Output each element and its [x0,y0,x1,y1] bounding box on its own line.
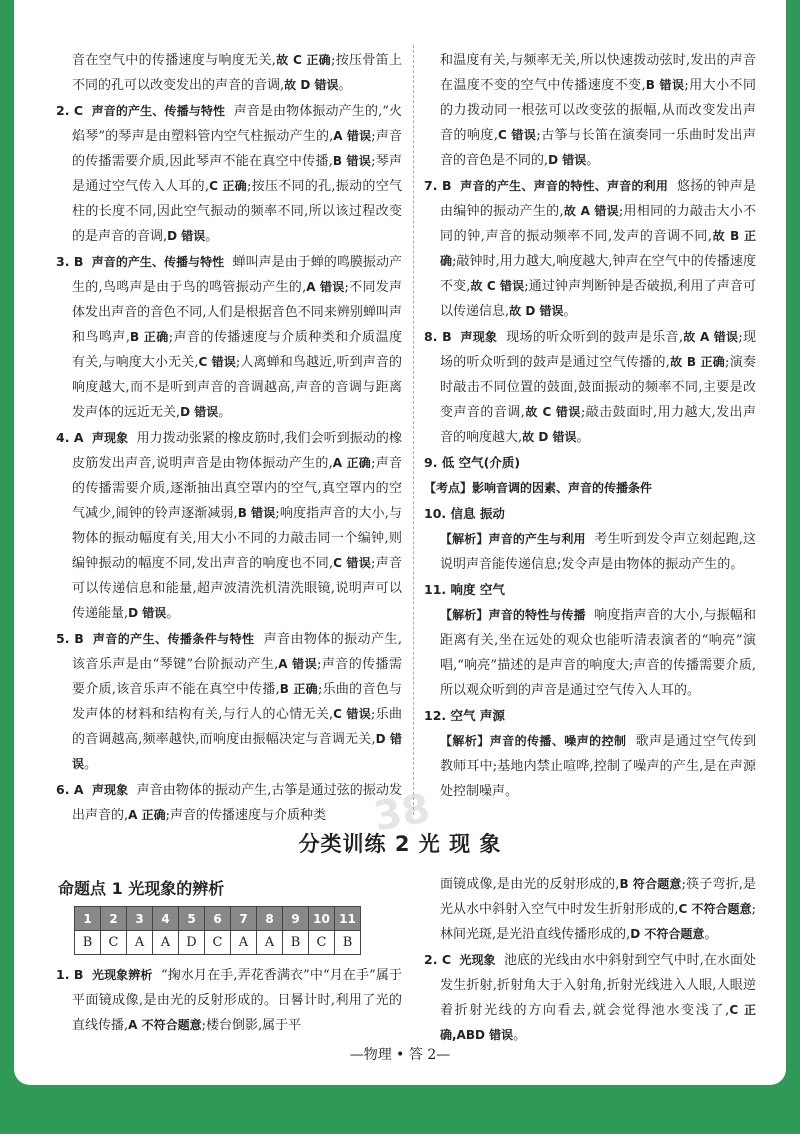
answer-item-10: 10. 信息 振动 [424,506,505,521]
table-cell: C [101,931,127,955]
answer-item-12-analysis: 【解析】声音的传播、噪声的控制 歌声是通过空气传到教师耳中;基地内禁止喧哗,控制了噪声的产生,是在声源处控制噪声。 [440,734,756,799]
right-column-bottom [424,872,756,1048]
answer-table [74,906,361,955]
table-cell: 10 [309,907,335,931]
table-cell: B [283,931,309,955]
answer-item-5: 5. B 声音的产生、传播条件与特性 声音由物体的振动产生,该音乐声是由“琴键”台阶振动产生,A 错误;声音的传播需要介质,该音乐声不能在真空中传播,B 正确;乐曲的音色与发声体的材料和结构有关,与行人的心情无关,C 错误;乐曲的音调越高,频率越快,而响度由振幅决定与音调无关,D 错误。 [56,631,403,772]
answer-table-answer-row [75,931,361,955]
right-column-top [424,48,756,804]
table-cell: 7 [231,907,257,931]
answer-item-8: 8. B 声现象 现场的听众听到的鼓声是乐音,故 A 错误;现场的听众听到的鼓声是通过空气传播的,故 B 正确;演奏时敲击不同位置的鼓面,鼓面振动的频率不同,主要是改变声音的音调,故 C 错误;敲击鼓面时,用力越大,发出声音的响度越大,故 D 错误。 [424,329,756,445]
answer-item-4: 4. A 声现象 用力拨动张紧的橡皮筋时,我们会听到振动的橡皮筋发出声音,说明声音是由物体振动产生的,A 正确;声音的传播需要介质,逐渐抽出真空罩内的空气,真空罩内的空气减少,闹钟的铃声逐渐减弱,B 错误;响度指声音的大小,与物体的振动幅度有关,用大小不同的力敲击同一个编钟,则编钟振动的幅度不同,发出声音的响度也不同,C 错误;声音可以传递信息和能量,超声波清洗机清洗眼镜,说明声可以传递能量,D 错误。 [56,430,403,621]
answer-table-header-row [75,907,361,931]
page-footer: —物理 • 答 2— [349,1047,451,1063]
table-cell: 5 [179,907,205,931]
answer-item-2: 2. C 声音的产生、传播与特性 声音是由物体振动产生的,“火焰琴”的琴声是由塑料管内空气柱振动产生的,A 错误;声音的传播需要介质,因此琴声不能在真空中传播,B 错误;琴声是通过空气传入人耳的,C 正确;按压不同的孔,振动的空气柱的长度不同,因此空气振动的频率不同,所以该过程改变的是声音的音调,D 错误。 [56,103,403,244]
table-cell: 8 [257,907,283,931]
watermark-logo: 38 [370,785,434,841]
table-cell: 2 [101,907,127,931]
answer-continuation: 面镜成像,是由光的反射形成的,B 符合题意;筷子弯折,是光从水中斜射入空气中时发生折射形成的,C 不符合题意;林间光斑,是光沿直线传播形成的,D 不符合题意。 [440,877,757,942]
table-cell: A [257,931,283,955]
answer-item-6: 6. A 声现象 声音由物体的振动产生,古筝是通过弦的振动发出声音的,A 正确;声音的传播速度与介质种类 [56,782,403,823]
answer-item-11-analysis: 【解析】声音的特性与传播 响度指声音的大小,与振幅和距离有关,坐在远处的观众也能听清表演者的“响亮”演唱,“响亮”描述的是声音的响度大;声音的传播需要介质,所以观众听到的声音是通过空气传入人耳的。 [440,608,756,698]
table-cell: 1 [75,907,101,931]
table-cell: C [309,931,335,955]
column-divider [413,45,414,815]
answer-item-9-keypoint: 【考点】影响音调的因素、声音的传播条件 [424,481,653,495]
table-cell: 4 [153,907,179,931]
table-cell: A [127,931,153,955]
table-cell: A [153,931,179,955]
answer-item-7: 7. B 声音的产生、声音的特性、声音的利用 悠扬的钟声是由编钟的振动产生的,故 A 错误;用相同的力敲击大小不同的钟,声音的振动频率不同,发声的音调不同,故 B 正确;敲钟时,用力越大,响度越大,钟声在空气中的传播速度不变,故 C 错误;通过钟声判断钟是否破损,利用了声音可以传递信息,故 D 错误。 [424,178,757,319]
table-cell: C [205,931,231,955]
answer-item-9: 9. 低 空气(介质) [424,455,521,470]
sub-title: 命题点 1 光现象的辨析 [58,879,225,898]
table-cell: 9 [283,907,309,931]
answer-page [14,0,786,1085]
answer-item-11: 11. 响度 空气 [424,582,505,597]
answer-item-2: 2. C 光现象 池底的光线由水中斜射到空气中时,在水面处发生折射,折射角大于入射角,折射光线进入人眼,人眼逆着折射光线的方向看去,就会觉得池水变浅了,C 正确,ABD 错误。 [424,952,757,1043]
table-cell: B [335,931,361,955]
table-cell: B [75,931,101,955]
left-column-bottom [56,962,402,1038]
table-cell: 3 [127,907,153,931]
table-cell: 11 [335,907,361,931]
table-cell: 6 [205,907,231,931]
answer-item-1: 1. B 光现象辨析 “掬水月在手,弄花香满衣”中“月在手”属于平面镜成像,是由光的反射形成的。日晷计时,利用了光的直线传播,A 不符合题意;楼台倒影,属于平 [56,967,403,1033]
left-column-top [56,48,402,828]
section-title: 分类训练 2 光 现 象 [298,832,502,856]
answer-item-10-analysis: 【解析】声音的产生与利用 考生听到发令声立刻起跑,这说明声音能传递信息;发令声是由物体的振动产生的。 [440,532,756,572]
answer-continuation: 音在空气中的传播速度与响度无关,故 C 正确;按压骨笛上不同的孔可以改变发出的声音的音调,故 D 错误。 [72,53,402,93]
answer-item-12: 12. 空气 声源 [424,708,505,723]
table-cell: D [179,931,205,955]
answer-item-3: 3. B 声音的产生、传播与特性 蝉叫声是由于蝉的鸣膜振动产生的,鸟鸣声是由于鸟的鸣管振动产生的,A 错误;不同发声体发出声音的音色不同,人们是根据音色不同来辨别蝉叫声和鸟鸣声,B 正确;声音的传播速度与介质种类和介质温度有关,与响度大小无关,C 错误;人离蝉和鸟越近,听到声音的响度越大,而不是听到声音的音调越高,声音的音调与距离发声体的远近无关,D 错误。 [56,254,403,420]
answer-continuation: 和温度有关,与频率无关,所以快速拨动弦时,发出的声音在温度不变的空气中传播速度不变,B 错误;用大小不同的力拨动同一根弦可以改变弦的振幅,从而改变发出声音的响度,C 错误;古筝与长笛在演奏同一乐曲时发出声音的音色是不同的,D 错误。 [440,53,756,168]
table-cell: A [231,931,257,955]
